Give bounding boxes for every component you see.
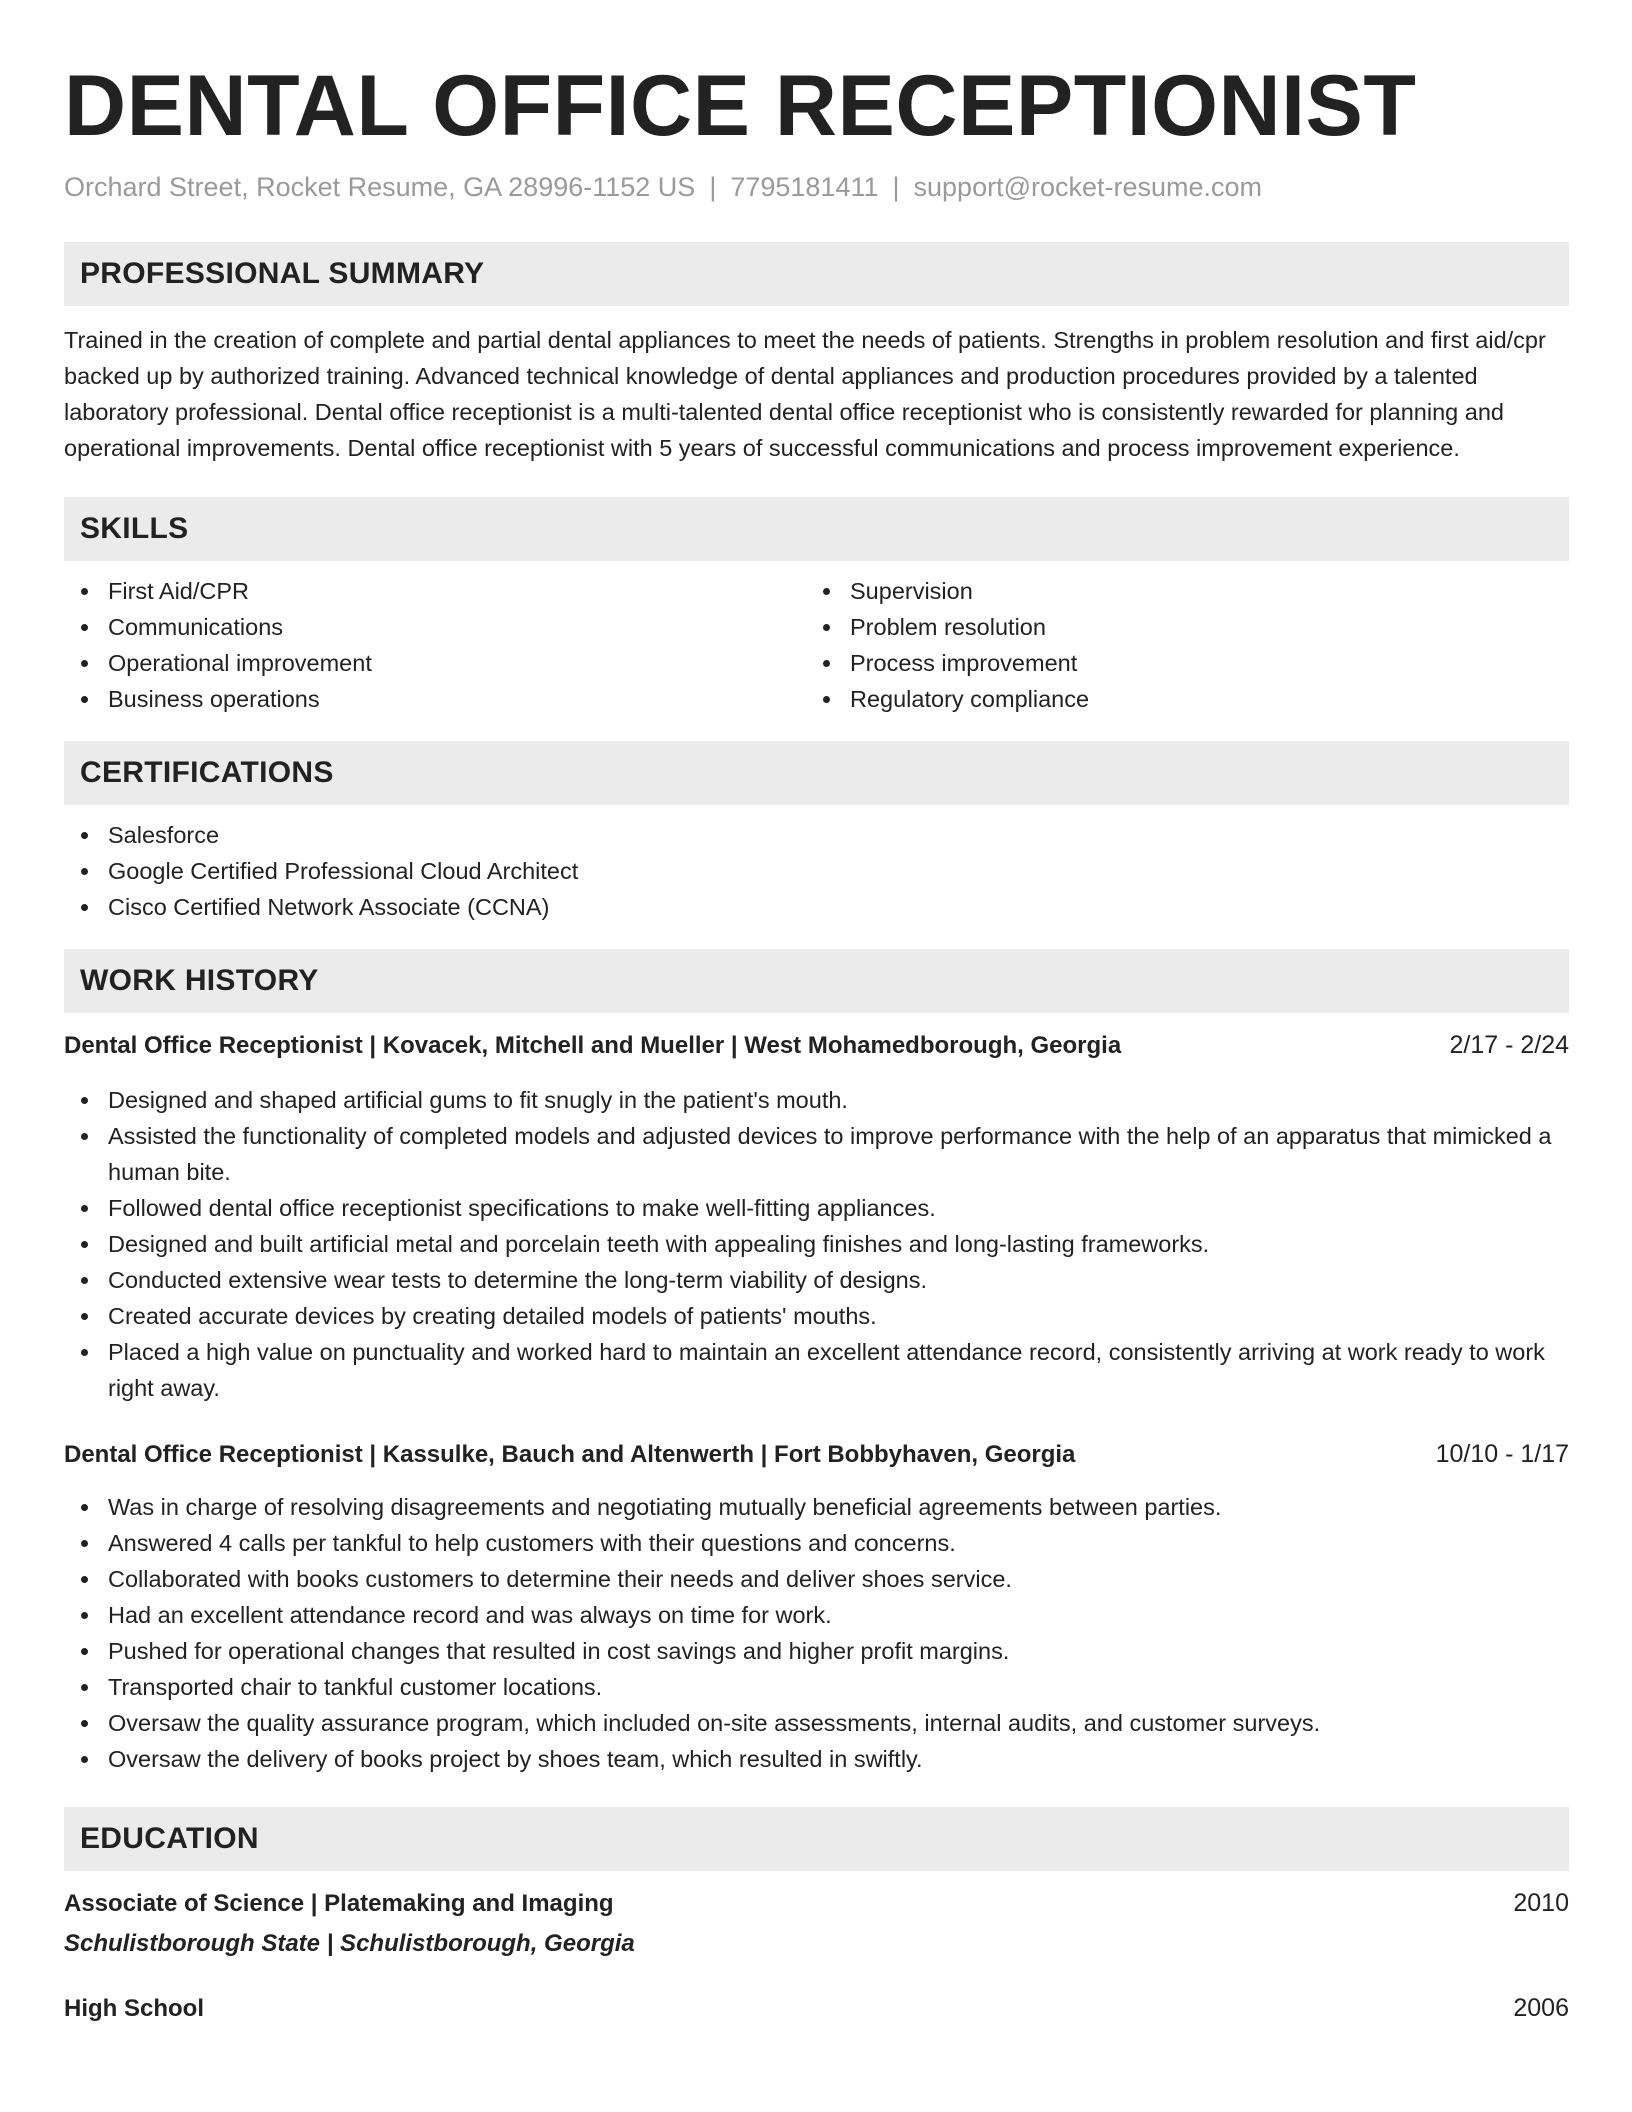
job-entry — [64, 1436, 1569, 1777]
skill-item: Problem resolution — [806, 609, 1548, 645]
education-section — [64, 1807, 1569, 2027]
job-title: Dental Office Receptionist | Kassulke, Bauch and Altenwerth | Fort Bobbyhaven, Georgia — [64, 1441, 1076, 1468]
job-bullet: Pushed for operational changes that resulted in cost savings and higher profit margins. — [64, 1633, 1569, 1669]
job-header — [64, 1027, 1569, 1064]
education-entry — [64, 1885, 1569, 1962]
job-entry — [64, 1027, 1569, 1406]
skill-item: Operational improvement — [64, 645, 806, 681]
skill-item: Supervision — [806, 573, 1548, 609]
job-bullet: Designed and shaped artificial gums to fit snugly in the patient's mouth. — [64, 1082, 1569, 1118]
job-dates: 10/10 - 1/17 — [1435, 1440, 1569, 1468]
skill-item: Communications — [64, 609, 806, 645]
certification-item: Cisco Certified Network Associate (CCNA) — [64, 889, 1569, 925]
certification-item: Salesforce — [64, 817, 1569, 853]
certification-item: Google Certified Professional Cloud Architect — [64, 853, 1569, 889]
skills-list-left — [64, 573, 806, 717]
certifications-list — [64, 817, 1569, 925]
job-bullets — [64, 1489, 1569, 1777]
job-bullet: Conducted extensive wear tests to determine the long-term viability of designs. — [64, 1262, 1569, 1298]
certifications-section — [64, 741, 1569, 925]
summary-section — [64, 242, 1569, 466]
skills-list-right — [806, 573, 1548, 717]
education-school: Schulistborough State | Schulistborough, Georgia — [64, 1930, 635, 1957]
education-entry — [64, 1990, 1569, 2027]
job-bullet: Answered 4 calls per tankful to help customers with their questions and concerns. — [64, 1525, 1569, 1561]
job-bullet: Followed dental office receptionist specifications to make well-fitting appliances. — [64, 1190, 1569, 1226]
job-bullet: Had an excellent attendance record and was always on time for work. — [64, 1597, 1569, 1633]
summary-text: Trained in the creation of complete and partial dental appliances to meet the needs of patients. Strengths in problem resolution and first aid/cpr backed up by authorized training. Advanced technical knowledge of dental appliances and production procedures provided by a talented laboratory professional. Dental office receptionist is a multi-talented dental office receptionist who is consistently rewarded for planning and operational improvements. Dental office receptionist with 5 years of successful communications and process improvement experience. — [64, 327, 1546, 461]
skill-item: First Aid/CPR — [64, 573, 806, 609]
contact-phone: 7795181411 — [730, 172, 879, 202]
job-bullet: Oversaw the delivery of books project by shoes team, which resulted in swiftly. — [64, 1741, 1569, 1777]
work-section — [64, 949, 1569, 1777]
education-year: 2010 — [1513, 1889, 1569, 1917]
contact-email[interactable]: support@rocket-resume.com — [913, 172, 1263, 202]
job-bullet: Designed and built artificial metal and porcelain teeth with appealing finishes and long-lasting frameworks. — [64, 1226, 1569, 1262]
education-degree: Associate of Science | Platemaking and Imaging — [64, 1890, 614, 1917]
summary-heading: PROFESSIONAL SUMMARY — [64, 242, 1569, 306]
job-title: Dental Office Receptionist | Kovacek, Mitchell and Mueller | West Mohamedborough, Georgia — [64, 1032, 1122, 1059]
education-year: 2006 — [1513, 1994, 1569, 2022]
contact-address: Orchard Street, Rocket Resume, GA 28996-1152 US — [64, 172, 696, 202]
education-header — [64, 1885, 1569, 1922]
contact-separator: | — [892, 172, 900, 202]
contact-line — [64, 170, 1569, 204]
education-heading: EDUCATION — [64, 1807, 1569, 1871]
certifications-heading: CERTIFICATIONS — [64, 741, 1569, 805]
job-bullet: Was in charge of resolving disagreements and negotiating mutually beneficial agreements between parties. — [64, 1489, 1569, 1525]
education-degree: High School — [64, 1995, 204, 2022]
job-bullets — [64, 1082, 1569, 1406]
job-bullet: Transported chair to tankful customer locations. — [64, 1669, 1569, 1705]
job-bullet: Collaborated with books customers to determine their needs and deliver shoes service. — [64, 1561, 1569, 1597]
skill-item: Business operations — [64, 681, 806, 717]
job-bullet: Assisted the functionality of completed models and adjusted devices to improve performance with the help of an apparatus that mimicked a human bite. — [64, 1118, 1569, 1190]
skills-grid — [64, 573, 1569, 717]
job-bullet: Created accurate devices by creating detailed models of patients' mouths. — [64, 1298, 1569, 1334]
skill-item: Process improvement — [806, 645, 1548, 681]
candidate-name: DENTAL OFFICE RECEPTIONIST — [64, 58, 1417, 154]
job-bullet: Placed a high value on punctuality and worked hard to maintain an excellent attendance record, consistently arriving at work ready to work right away. — [64, 1334, 1569, 1406]
skills-section — [64, 497, 1569, 717]
work-heading: WORK HISTORY — [64, 949, 1569, 1013]
job-header — [64, 1436, 1569, 1473]
contact-separator: | — [709, 172, 717, 202]
skill-item: Regulatory compliance — [806, 681, 1548, 717]
education-header — [64, 1990, 1569, 2027]
job-dates: 2/17 - 2/24 — [1449, 1031, 1569, 1059]
job-bullet: Oversaw the quality assurance program, which included on-site assessments, internal audits, and customer surveys. — [64, 1705, 1569, 1741]
skills-heading: SKILLS — [64, 497, 1569, 561]
